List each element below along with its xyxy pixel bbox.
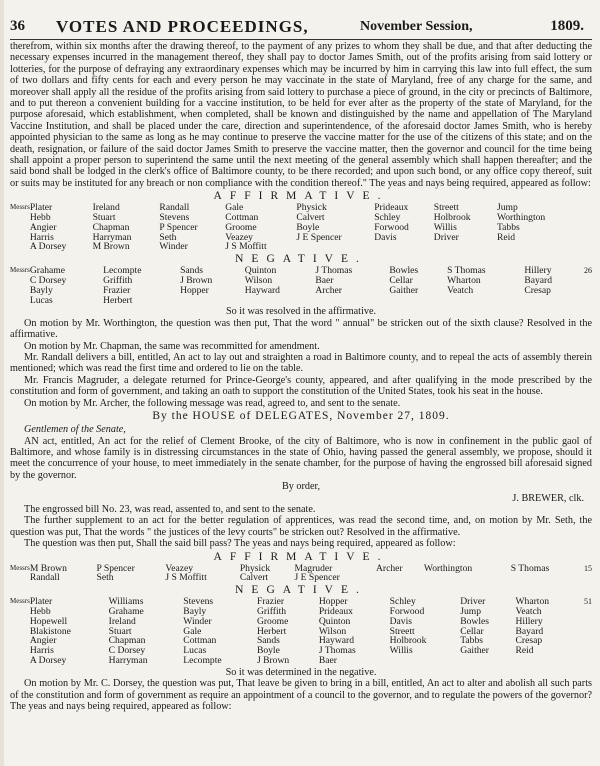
margin-label xyxy=(10,617,30,627)
member-name: Veatch xyxy=(447,284,474,296)
vote-count: 51 xyxy=(584,597,592,607)
margin-label xyxy=(10,223,30,233)
member-name: J E Spencer xyxy=(294,572,340,584)
member-name: Griffith xyxy=(103,275,133,287)
member-name: Frazier xyxy=(256,596,285,608)
member-name: P Spencer xyxy=(96,562,135,574)
paragraph: Mr. Francis Magruder, a delegate returned for Prince-George's county, appeared, and after qualifying in the mode prescribed by the constitution and form of government, and taking an oath to support the constitution of the United States, took his seat in the house. xyxy=(10,374,592,398)
vote-row xyxy=(10,286,592,296)
member-name: Bayly xyxy=(183,605,207,617)
member-name: Davis xyxy=(389,615,413,627)
member-name: A Dorsey xyxy=(29,241,67,253)
paragraph: Mr. Randall delivers a bill, entitled, An act to lay out and straighten a road in Baltimore county, and to repeal the acts of assembly therein mentioned; which was read the first time and ordered to lie on the table. xyxy=(10,352,592,375)
vote1-result: So it was resolved in the affirmative. xyxy=(225,306,377,318)
vote-count: 15 xyxy=(584,563,592,573)
member-name: Driver xyxy=(460,596,486,608)
member-name: Tabbs xyxy=(460,635,484,647)
member-name: Lecompte xyxy=(183,654,222,666)
member-name: Lecompte xyxy=(103,265,142,277)
member-name: Forwood xyxy=(374,221,409,233)
member-name: Schley xyxy=(374,212,401,224)
member-name: Wharton xyxy=(447,275,481,287)
vote2-result: So it was determined in the negative. xyxy=(225,666,377,678)
vote-count: 26 xyxy=(584,266,592,276)
header-title: VOTES AND PROCEEDINGS, xyxy=(56,17,309,36)
margin-label xyxy=(10,646,30,656)
member-name: Physick xyxy=(296,202,327,214)
member-name: S Thomas xyxy=(510,562,550,574)
member-name xyxy=(511,573,580,583)
vote-row xyxy=(10,656,592,666)
member-name: Angier xyxy=(29,635,57,647)
member-name: Reid xyxy=(515,645,534,657)
vote-row xyxy=(10,296,592,306)
member-name: M Brown xyxy=(92,241,130,253)
vote1-affirmative-heading: AFFIRMATIVE. xyxy=(213,190,389,203)
member-name: Grahame xyxy=(108,605,144,617)
member-name: Bowles xyxy=(389,265,419,277)
paragraph: therefrom, within six months after the drawing thereof, to the payment of any prizes to whom they shall be due, and that after deducting the necessary expenses incurred in the management thereof, they shall pay to doctor James Smith, out of the profits arising from said lottery or lotteries, for the purpose of defraying any extraordinary expenses which may be incurred by him in carrying this law into full effect, the sum of two dollars and fifty cents for each and every person he may vaccinate in the state of Maryland, free of any charge for the same, and moreover shall apply all the residue of the profits arising from said lottery to purchase a piece of ground, in the city or precincts of Baltimore, and to put thereon a convenient building for a vaccine institution, to be held for ever after as the property of the state of Maryland, for the purpose aforesaid, which establishment, when completed, shall be known and distinguished by the name and appellation of The Maryland Vaccine Institution, and shall be placed under the care, direction and superintendence, of the aforesaid doctor James Smith, who is hereby appointed physician to the same as long as he may continue to preserve the vaccine matter for the use of the citizens of this state; and on the death, resignation, or failure of the said doctor James Smith to preserve the vaccine matter, then the governor and council for the time being shall appoint a proper person to superintend the same until the next meeting of the general assembly which shall happen thereafter; and the said bond shall be lodged in the clerk's office of Baltimore county, to be there recorded; and upon such bond, or any office copy thereof, suit or suits may be instituted for any breach or non compliance with the condition thereof." The yeas and nays being required, appeared as follow: xyxy=(10,41,592,189)
vote-row xyxy=(10,573,592,583)
vote2-affirmative-table xyxy=(10,564,592,584)
member-name: Stevens xyxy=(183,596,214,608)
member-name: Bayly xyxy=(29,284,53,296)
member-name: Streett xyxy=(433,202,459,214)
member-name xyxy=(376,573,424,583)
member-name: Magruder xyxy=(294,562,333,574)
member-name: Bayard xyxy=(524,275,553,287)
member-name: Groome xyxy=(256,615,289,627)
member-name: Physick xyxy=(239,562,271,574)
member-name xyxy=(447,296,524,306)
by-order: By order, xyxy=(281,481,321,493)
margin-label xyxy=(10,607,30,617)
member-name: Driver xyxy=(433,231,459,243)
vote2-affirmative-heading: AFFIRMATIVE. xyxy=(213,550,389,563)
member-name: Cottman xyxy=(183,635,217,647)
margin-label xyxy=(10,296,30,306)
member-name: Quinton xyxy=(244,265,277,277)
member-name: Ireland xyxy=(92,202,120,214)
margin-label xyxy=(10,286,30,296)
member-name: Prideaux xyxy=(374,202,409,214)
member-name: Baer xyxy=(315,275,334,287)
member-name: Worthington xyxy=(496,212,546,224)
vote-row xyxy=(10,646,592,656)
member-name: Harris xyxy=(29,645,54,657)
member-name xyxy=(460,656,515,666)
member-name: Worthington xyxy=(423,562,473,574)
page-gutter xyxy=(0,0,4,766)
member-name: M Brown xyxy=(29,562,67,574)
member-name: J Thomas xyxy=(315,265,353,277)
message-heading: By the HOUSE of DELEGATES, November 27, 1809. xyxy=(152,410,450,423)
margin-label: Messrs xyxy=(10,597,30,606)
margin-label xyxy=(10,233,30,243)
member-name: Frazier xyxy=(103,284,131,296)
vote-row xyxy=(10,617,592,627)
member-name: Stevens xyxy=(159,212,190,224)
vote-count xyxy=(580,213,592,223)
member-name: Willis xyxy=(433,221,457,233)
vote-row xyxy=(10,276,592,286)
member-name: Harryman xyxy=(92,231,132,243)
member-name xyxy=(424,573,511,583)
member-name xyxy=(389,296,447,306)
paragraph: On motion by Mr. Worthington, the question was then put, That the word " annual" be stricken out of the sixth clause? Resolved in the affirmative. xyxy=(10,317,592,341)
vote-count xyxy=(580,573,592,583)
member-name: J E Spencer xyxy=(296,231,342,243)
vote2-negative-table xyxy=(10,597,592,666)
vote-count xyxy=(580,656,592,666)
member-name: Archer xyxy=(375,562,403,574)
member-name: Reid xyxy=(496,231,516,243)
member-name: Archer xyxy=(315,284,343,296)
member-name: Groome xyxy=(225,221,257,233)
header-session: November Session, xyxy=(360,19,473,34)
member-name: Randall xyxy=(29,572,60,584)
member-name: Ireland xyxy=(108,615,136,627)
member-name: Wharton xyxy=(515,596,550,608)
member-name: C Dorsey xyxy=(29,275,67,287)
member-name xyxy=(180,296,245,306)
member-name: Gaither xyxy=(389,284,419,296)
member-name: A Dorsey xyxy=(29,654,67,666)
member-name: Cresap xyxy=(524,284,551,296)
member-name: Hopper xyxy=(318,596,348,608)
member-name xyxy=(374,242,434,252)
member-name: Veazey xyxy=(165,562,194,574)
vote-count xyxy=(580,242,592,252)
member-name: Calvert xyxy=(296,212,325,224)
vote-row xyxy=(10,627,592,637)
member-name: Hillery xyxy=(515,615,543,627)
vote-count xyxy=(580,627,592,637)
member-name: Hayward xyxy=(244,284,280,296)
member-name: Williams xyxy=(108,596,144,608)
margin-label: Messrs xyxy=(10,563,30,572)
member-name: Seth xyxy=(159,231,177,243)
member-name: J S Moffitt xyxy=(225,241,267,253)
member-name: Chapman xyxy=(92,221,130,233)
vote-count xyxy=(580,223,592,233)
member-name: Winder xyxy=(183,615,212,627)
member-name: Boyle xyxy=(296,221,320,233)
member-name: Veatch xyxy=(515,605,542,617)
vote1-negative-table xyxy=(10,266,592,305)
member-name: Randall xyxy=(159,202,190,214)
member-name: Bowles xyxy=(460,615,490,627)
member-name: Schley xyxy=(389,596,416,608)
paragraph: The question was then put, Shall the said bill pass? The yeas and nays being required, appeared as follow: xyxy=(24,538,456,550)
member-name: Cresap xyxy=(515,635,543,647)
vote-count xyxy=(580,276,592,286)
vote2-negative-heading: NEGATIVE. xyxy=(235,584,367,597)
page-number: 36 xyxy=(10,18,25,34)
vote-row xyxy=(10,266,592,276)
member-name: J Thomas xyxy=(318,645,356,657)
member-name: Baer xyxy=(318,654,337,666)
member-name: Lucas xyxy=(183,645,207,657)
member-name: J Brown xyxy=(180,275,213,287)
member-name: Lucas xyxy=(29,294,53,306)
margin-label xyxy=(10,656,30,666)
member-name: Harris xyxy=(29,231,54,243)
member-name: Veazey xyxy=(225,231,253,243)
member-name xyxy=(296,242,374,252)
margin-label xyxy=(10,636,30,646)
margin-label xyxy=(10,242,30,252)
member-name: Blakistone xyxy=(29,625,71,637)
member-name: Seth xyxy=(96,572,114,584)
member-name: Wilson xyxy=(244,275,273,287)
member-name: Jump xyxy=(460,605,482,617)
message-body: AN act, entitled, An act for the relief of Clement Brooke, of the city of Baltimore, who is now in confinement in the public gaol of Baltimore, and whose family is in distressing circumstances in the state of Ohio, having passed the general assembly, we propose, should it meet the concurrence of your house, to meet immediately in the senate chamber, for the purpose of having the engrossed bill aforesaid signed by the governor. xyxy=(10,435,592,481)
member-name: C Dorsey xyxy=(108,645,146,657)
vote-count xyxy=(580,636,592,646)
member-name: Jump xyxy=(496,202,518,214)
member-name xyxy=(515,656,580,666)
member-name: Angier xyxy=(29,221,57,233)
member-name: Herbert xyxy=(103,294,133,306)
member-name: P Spencer xyxy=(159,221,198,233)
member-name: J S Moffitt xyxy=(165,572,207,584)
member-name: Grahame xyxy=(29,265,66,277)
member-name: Calvert xyxy=(239,572,269,584)
member-name: Holbrook xyxy=(433,212,471,224)
member-name: Wilson xyxy=(318,625,347,637)
member-name: Streett xyxy=(389,625,415,637)
member-name: Cellar xyxy=(389,275,413,287)
header-rule xyxy=(10,39,592,40)
member-name: Hebb xyxy=(29,605,51,617)
member-name: Sands xyxy=(180,265,203,277)
member-name: Plater xyxy=(29,596,53,608)
vote-count xyxy=(580,233,592,243)
paragraph: The engrossed bill No. 23, was read, assented to, and sent to the senate. xyxy=(24,503,316,515)
member-name: Stuart xyxy=(92,212,116,224)
member-name: Hebb xyxy=(29,212,51,224)
member-name: S Thomas xyxy=(447,265,486,277)
member-name: Holbrook xyxy=(389,635,427,647)
document-body xyxy=(10,41,592,712)
margin-label xyxy=(10,627,30,637)
member-name: Cottman xyxy=(225,212,259,224)
vote-row xyxy=(10,597,592,607)
member-name: Hillery xyxy=(524,265,552,277)
member-name: Bayard xyxy=(515,625,544,637)
member-name: Hayward xyxy=(318,635,355,647)
running-header xyxy=(10,18,592,38)
member-name: J Brown xyxy=(256,654,290,666)
member-name: Stuart xyxy=(108,625,132,637)
vote-row xyxy=(10,242,592,252)
member-name: Hopewell xyxy=(29,615,68,627)
member-name xyxy=(315,296,389,306)
member-name: Gale xyxy=(183,625,202,637)
member-name xyxy=(390,656,461,666)
vote-count xyxy=(580,296,592,306)
vote-count xyxy=(580,646,592,656)
margin-label: Messrs xyxy=(10,266,30,275)
paragraph: On motion by Mr. C. Dorsey, the question was put, That leave be given to bring in a bill, entitled, An act to alter and abolish all such parts of the constitution and form of government as require an appointment of a council to the governor, and to regulate the powers of the governor? The yeas and nays being required, appeared as follow: xyxy=(10,678,592,712)
paragraph: On motion by Mr. Chapman, the same was recommitted for amendment. xyxy=(24,340,320,352)
member-name: Hopper xyxy=(180,284,209,296)
header-year: 1809. xyxy=(550,18,584,34)
member-name: Quinton xyxy=(318,615,351,627)
margin-label: Messrs xyxy=(10,203,30,212)
member-name xyxy=(524,296,580,306)
member-name: Cellar xyxy=(460,625,484,637)
member-name: Tabbs xyxy=(496,221,520,233)
member-name xyxy=(245,296,316,306)
member-name xyxy=(497,242,580,252)
vote-count xyxy=(580,286,592,296)
clerk-signature: J. BREWER, clk. xyxy=(512,492,584,504)
member-name: Willis xyxy=(389,645,413,657)
member-name: Chapman xyxy=(108,635,146,647)
message-salutation: Gentlemen of the Senate, xyxy=(24,424,126,436)
member-name: Sands xyxy=(256,635,280,647)
member-name: Herbert xyxy=(256,625,287,637)
member-name: Gaither xyxy=(460,645,490,657)
member-name xyxy=(434,242,497,252)
vote-count xyxy=(580,617,592,627)
margin-label xyxy=(10,213,30,223)
vote-row xyxy=(10,636,592,646)
vote-count xyxy=(580,203,592,213)
member-name: Davis xyxy=(374,231,397,243)
member-name: Harryman xyxy=(108,654,148,666)
member-name: Prideaux xyxy=(318,605,353,617)
vote1-affirmative-table xyxy=(10,203,592,252)
margin-label xyxy=(10,276,30,286)
member-name: Winder xyxy=(159,241,188,253)
member-name: Plater xyxy=(29,202,53,214)
paragraph: On motion by Mr. Archer, the following message was read, agreed to, and sent to the senate. xyxy=(24,397,401,409)
margin-label xyxy=(10,573,30,583)
member-name: Griffith xyxy=(256,605,287,617)
vote-count xyxy=(580,607,592,617)
vote-row xyxy=(10,607,592,617)
member-name: Gale xyxy=(225,202,244,214)
member-name: Forwood xyxy=(389,605,425,617)
vote1-negative-heading: NEGATIVE. xyxy=(235,253,367,266)
member-name: Boyle xyxy=(256,645,280,657)
paragraph: The further supplement to an act for the better regulation of apprentices, was read the second time, and, on motion by Mr. Seth, the question was put, That the words " the justices of the levy courts" be stricken out? Resolved in the affirmative. xyxy=(10,515,592,538)
